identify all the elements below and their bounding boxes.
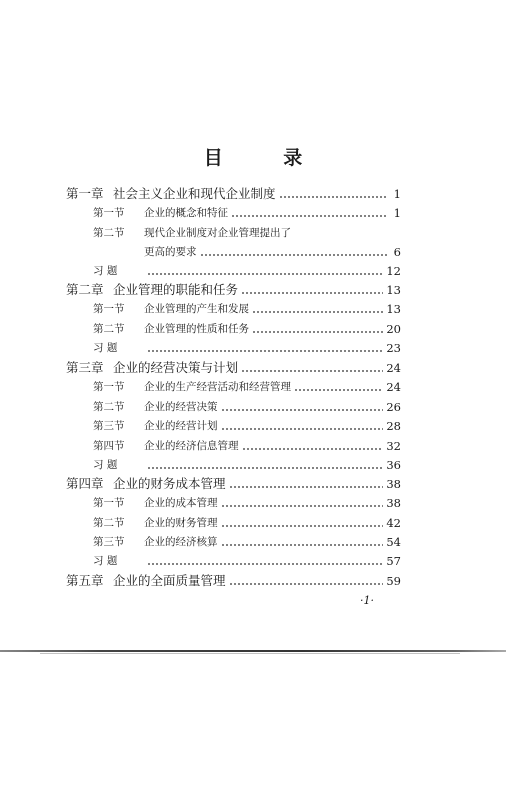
toc-entry-title: 企业的经济核算 [144, 536, 218, 548]
dot-leader [229, 486, 384, 488]
dot-leader [221, 409, 384, 411]
toc-entry-page: 57 [386, 554, 401, 568]
toc-section-row[interactable] [66, 316, 401, 336]
page-title: 目 录 [203, 147, 330, 169]
toc-section-row[interactable] [66, 510, 401, 530]
toc-entry-page: 23 [386, 341, 401, 355]
toc-entry-title: 企业的经济信息管理 [144, 440, 239, 452]
toc-entry-title: 社会主义企业和现代企业制度 [113, 186, 276, 201]
toc-section-row[interactable] [66, 394, 401, 414]
dot-leader [221, 544, 384, 546]
toc-entry-title: 企业管理的产生和发展 [144, 303, 249, 315]
toc-section-row[interactable] [66, 413, 401, 433]
toc-entry-title: 更高的要求 [144, 246, 197, 258]
toc-entry-page: 28 [386, 419, 401, 433]
toc-entry-title: 企业的全面质量管理 [113, 573, 226, 588]
toc-section-row[interactable] [66, 200, 401, 220]
toc-entry-label: 第五章 [66, 573, 104, 588]
toc-entry-label: 第四节 [93, 440, 125, 452]
toc-entry-page: 26 [386, 400, 401, 414]
dot-leader [221, 428, 384, 430]
toc-entry-title: 企业的财务管理 [144, 517, 218, 529]
toc-entry-title: 企业的经营计划 [144, 420, 218, 432]
dot-leader [221, 505, 384, 507]
toc-entry-page: 36 [386, 458, 401, 472]
toc-entry-label: 第二节 [93, 227, 125, 239]
toc-entry-label: 第四章 [66, 476, 104, 491]
dot-leader [241, 370, 383, 372]
toc-entry-page: 42 [386, 516, 401, 530]
dot-leader [221, 525, 384, 527]
toc-entry-page: 59 [386, 574, 401, 588]
toc-entry-page: 24 [386, 361, 401, 375]
toc-entry-label: 习 题 [93, 265, 118, 277]
toc-entry-label: 第二章 [66, 282, 104, 297]
toc-entry-title: 现代企业制度对企业管理提出了 [144, 227, 291, 239]
toc-section-row[interactable] [66, 433, 401, 453]
toc-entry-label: 第二节 [93, 401, 125, 413]
toc-chapter-row[interactable] [66, 355, 401, 375]
dot-leader [147, 273, 383, 275]
toc-exercise-row[interactable] [66, 548, 401, 568]
toc-section-row[interactable] [66, 239, 401, 259]
toc-entry-label: 第一章 [66, 186, 104, 201]
toc-section-row[interactable] [66, 296, 401, 316]
toc-entry-title: 企业的成本管理 [144, 497, 218, 509]
toc-exercise-row[interactable] [66, 258, 401, 278]
dot-leader [200, 254, 389, 256]
toc-entry-page: 1 [393, 187, 401, 201]
toc-entry-label: 第二节 [93, 323, 125, 335]
dot-leader [231, 215, 388, 217]
dot-leader [241, 292, 383, 294]
dot-leader [279, 196, 388, 198]
toc-entry-title: 企业的概念和特征 [144, 207, 228, 219]
toc-entry-label: 第二节 [93, 517, 125, 529]
toc-section-row[interactable] [66, 529, 401, 549]
dot-leader [229, 583, 384, 585]
toc-chapter-row[interactable] [66, 277, 401, 297]
toc-entry-title: 企业的生产经营活动和经营管理 [144, 381, 291, 393]
toc-entry-label: 第一节 [93, 497, 125, 509]
dot-leader [147, 467, 383, 469]
toc-entry-title: 企业管理的职能和任务 [113, 282, 239, 297]
toc-entry-page: 32 [386, 439, 401, 453]
scan-edge-line [0, 650, 506, 652]
toc-entry-page: 6 [393, 245, 401, 259]
dot-leader [242, 448, 384, 450]
toc-chapter-row[interactable] [66, 181, 401, 201]
toc-entry-label: 第三节 [93, 420, 125, 432]
toc-entry-label: 习 题 [93, 459, 118, 471]
toc-entry-label: 第一节 [93, 303, 125, 315]
toc-entry-page: 24 [386, 380, 401, 394]
toc-entry-label: 第三节 [93, 536, 125, 548]
toc-entry-page: 38 [386, 477, 401, 491]
toc-exercise-row[interactable] [66, 452, 401, 472]
toc-exercise-row[interactable] [66, 335, 401, 355]
toc-entry-title: 企业管理的性质和任务 [144, 323, 249, 335]
toc-entry-page: 20 [386, 322, 401, 336]
toc-section-row[interactable] [66, 490, 401, 510]
toc-section-row[interactable] [66, 374, 401, 394]
dot-leader [294, 389, 383, 391]
toc-entry-label: 第一节 [93, 381, 125, 393]
toc-chapter-row[interactable] [66, 568, 401, 588]
toc-entry-page: 38 [386, 496, 401, 510]
dot-leader [252, 311, 383, 313]
dot-leader [252, 331, 383, 333]
toc-entry-page: 13 [386, 283, 401, 297]
toc-entry-title: 企业的财务成本管理 [113, 476, 226, 491]
toc-entry-page: 1 [393, 206, 401, 220]
toc-section-row[interactable] [66, 220, 401, 240]
dot-leader [147, 350, 383, 352]
toc-chapter-row[interactable] [66, 471, 401, 491]
toc-entry-page: 54 [386, 535, 401, 549]
dot-leader [147, 563, 383, 565]
toc-entry-label: 习 题 [93, 555, 118, 567]
toc-entry-page: 12 [386, 264, 401, 278]
toc-entry-title: 企业的经营决策 [144, 401, 218, 413]
scan-edge-line-faint [40, 653, 460, 654]
page-number: ·1· [360, 594, 374, 607]
toc-entry-title: 企业的经营决策与计划 [113, 360, 239, 375]
toc-entry-label: 习 题 [93, 342, 118, 354]
toc-entry-label: 第三章 [66, 360, 104, 375]
toc-entry-label: 第一节 [93, 207, 125, 219]
toc-entry-page: 13 [386, 302, 401, 316]
